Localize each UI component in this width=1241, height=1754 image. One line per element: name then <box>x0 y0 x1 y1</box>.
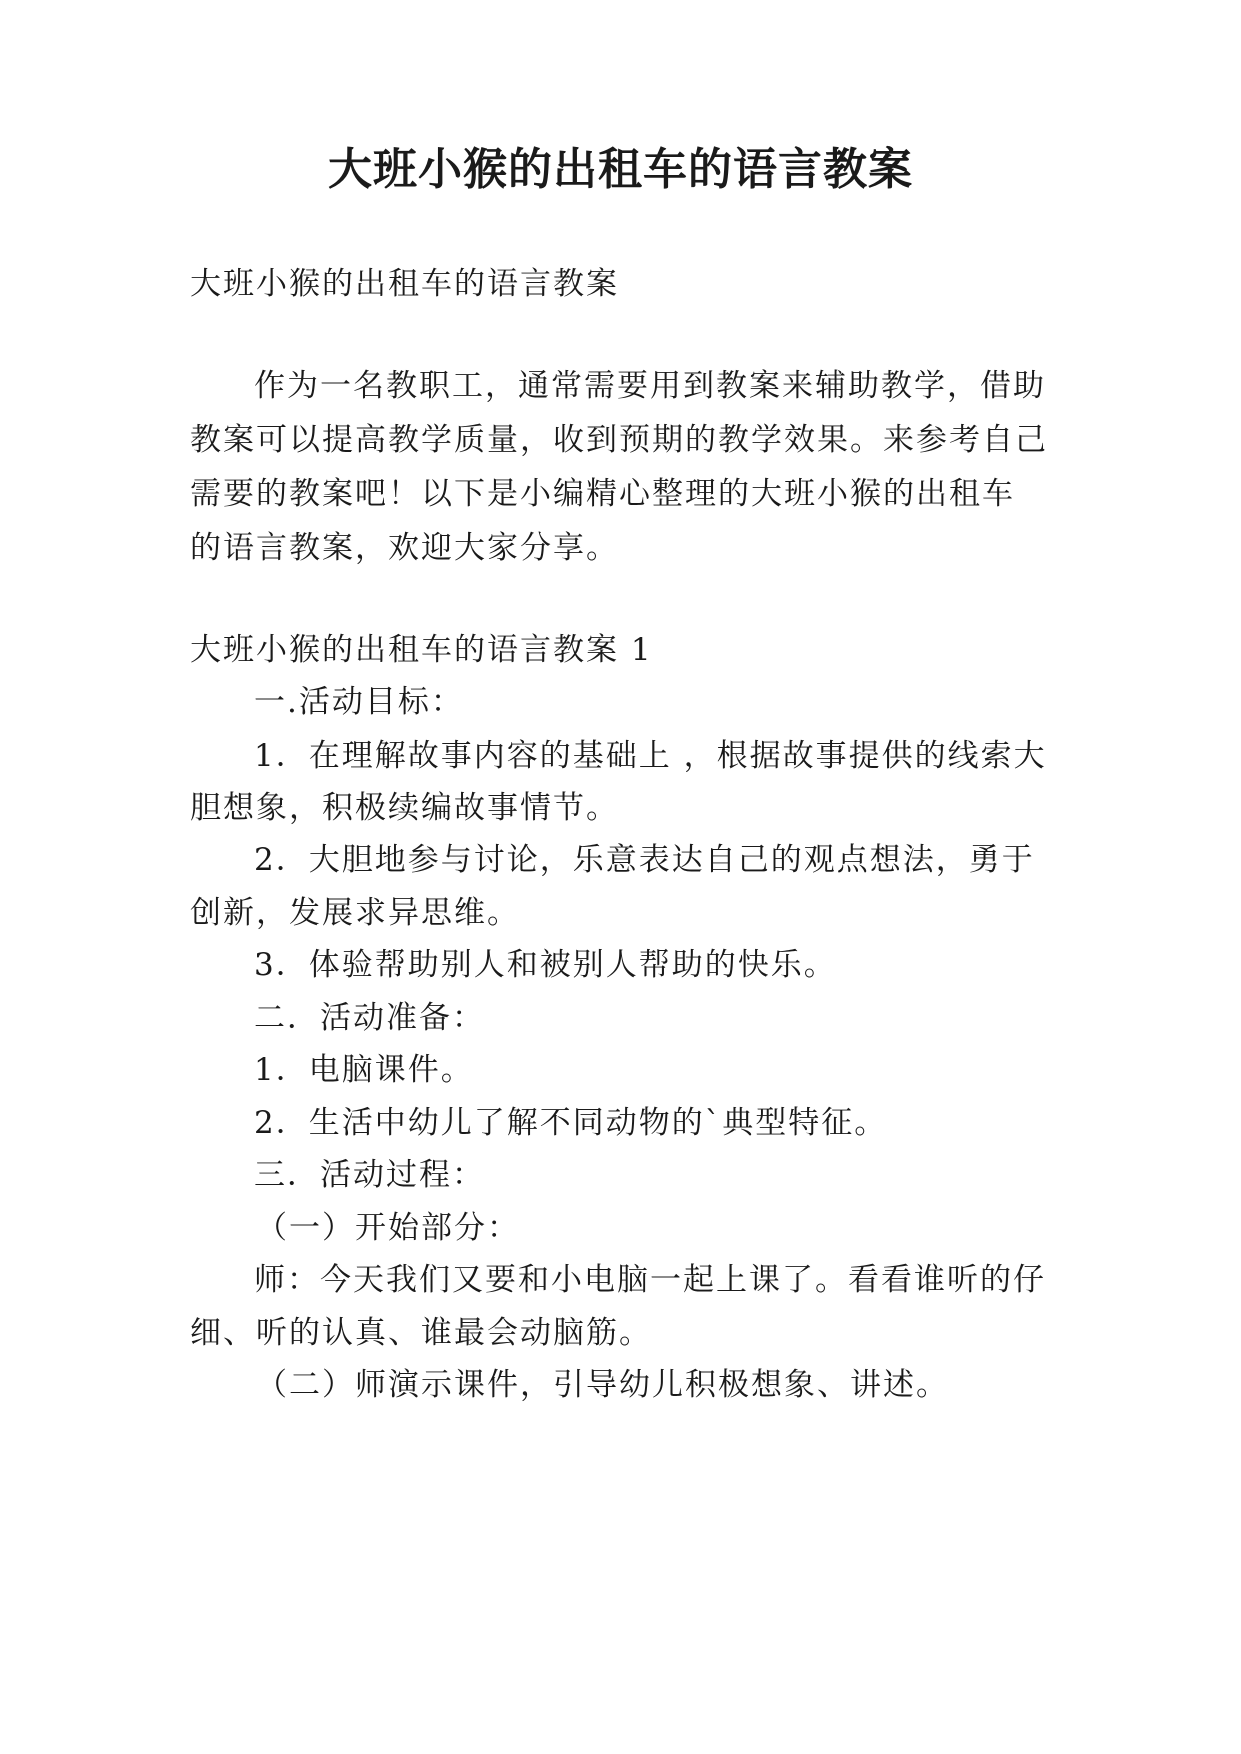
body-line: 二．活动准备： <box>254 1000 485 1036</box>
body-line: 三．活动过程： <box>254 1157 485 1193</box>
body-line: 1．电脑课件。 <box>254 1052 474 1088</box>
document-title: 大班小猴的出租车的语言教案 <box>328 144 913 195</box>
body-line: 1．在理解故事内容的基础上 ，根据故事提供的线索大 <box>254 738 1047 774</box>
body-line: 3．体验帮助别人和被别人帮助的快乐。 <box>254 947 837 983</box>
body-line: （一）开始部分： <box>256 1210 520 1246</box>
body-line: 创新，发展求异思维。 <box>190 895 520 931</box>
body-line: 胆想象，积极续编故事情节。 <box>190 790 619 826</box>
body-line: 2．大胆地参与讨论，乐意表达自己的观点想法，勇于 <box>254 842 1035 878</box>
intro-line: 的语言教案，欢迎大家分享。 <box>190 530 619 566</box>
section-heading: 大班小猴的出租车的语言教案 1 <box>190 632 653 668</box>
body-line: 细、听的认真、谁最会动脑筋。 <box>190 1315 652 1351</box>
body-line: 一.活动目标： <box>254 684 464 720</box>
body-line: 2．生活中幼儿了解不同动物的`典型特征。 <box>254 1105 888 1141</box>
intro-line: 教案可以提高教学质量，收到预期的教学效果。来参考自己 <box>190 422 1048 458</box>
body-line: （二）师演示课件，引导幼儿积极想象、讲述。 <box>256 1367 949 1403</box>
body-line: 师：今天我们又要和小电脑一起上课了。看看谁听的仔 <box>254 1262 1046 1298</box>
document-subtitle: 大班小猴的出租车的语言教案 <box>190 266 619 302</box>
intro-line: 作为一名教职工，通常需要用到教案来辅助教学，借助 <box>254 368 1046 404</box>
intro-line: 需要的教案吧！以下是小编精心整理的大班小猴的出租车 <box>190 476 1015 512</box>
